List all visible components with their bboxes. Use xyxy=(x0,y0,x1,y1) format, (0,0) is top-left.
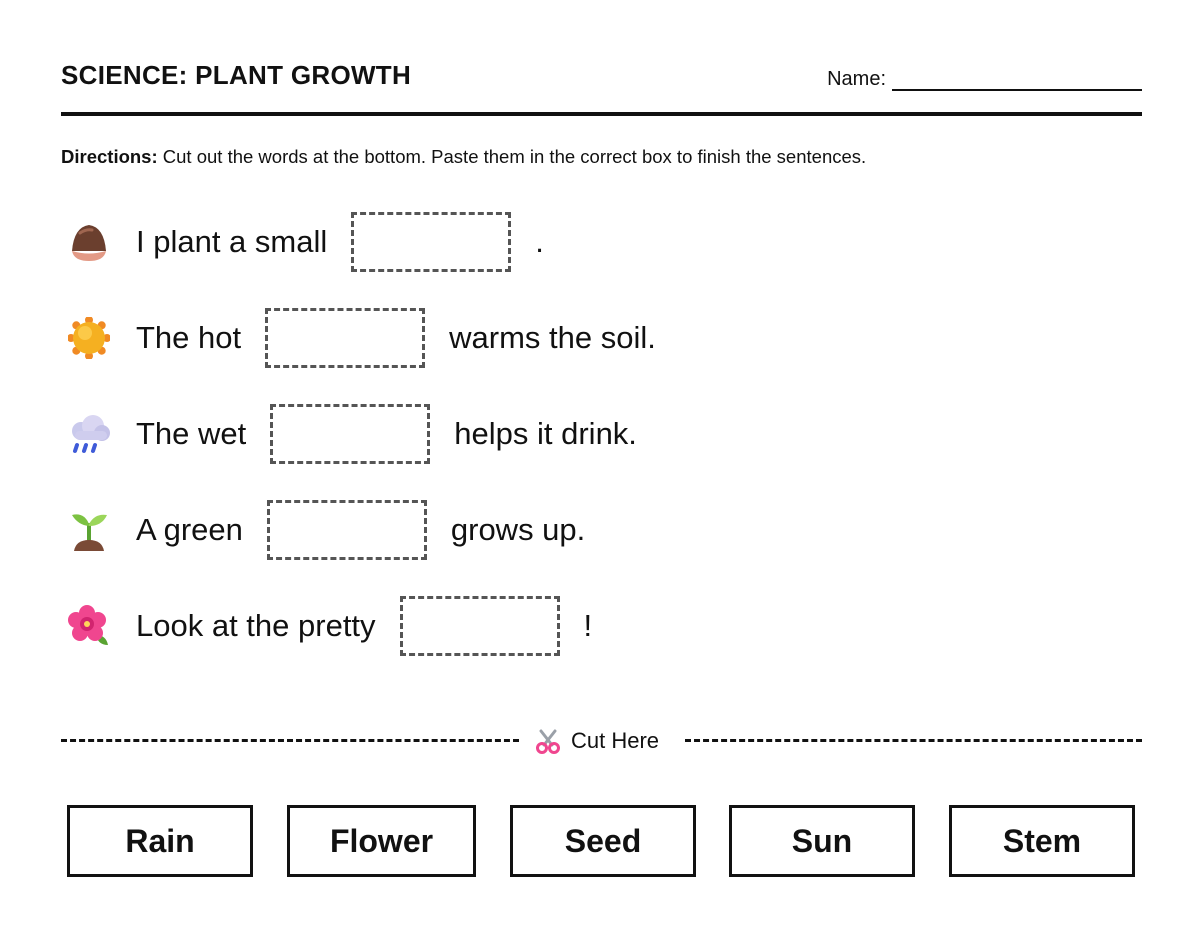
cut-divider xyxy=(61,726,1142,766)
worksheet-header xyxy=(61,58,1142,116)
sentence-before: The hot xyxy=(136,320,242,355)
cut-line-right xyxy=(685,739,1142,742)
sentence-row xyxy=(66,209,544,275)
sentence-row xyxy=(66,497,585,563)
sentence-before: The wet xyxy=(136,416,247,451)
sentence-row xyxy=(66,593,592,659)
sentence-after: grows up. xyxy=(450,512,586,547)
page-title: SCIENCE: PLANT GROWTH xyxy=(61,60,412,90)
cut-here-label xyxy=(535,728,659,754)
word-card-rain[interactable]: Rain xyxy=(67,805,253,877)
answer-box[interactable] xyxy=(265,308,425,368)
sun-icon xyxy=(66,315,112,361)
name-field[interactable] xyxy=(827,68,1142,91)
answer-box[interactable] xyxy=(267,500,427,560)
name-line[interactable] xyxy=(892,71,1142,91)
answer-box[interactable] xyxy=(270,404,430,464)
sentence-after: helps it drink. xyxy=(454,416,637,451)
name-label: Name: xyxy=(827,68,886,90)
sentence-before: A green xyxy=(136,512,243,547)
word-card-stem[interactable]: Stem xyxy=(949,805,1135,877)
cut-here-text: Cut Here xyxy=(571,728,660,753)
sentence-after: . xyxy=(535,224,544,259)
directions xyxy=(61,146,866,168)
word-card-seed[interactable]: Seed xyxy=(510,805,696,877)
answer-box[interactable] xyxy=(400,596,560,656)
sentence-after: ! xyxy=(583,608,593,643)
rain-cloud-icon xyxy=(66,411,112,457)
header-divider xyxy=(61,112,1142,116)
sentence-before: I plant a small xyxy=(136,224,328,259)
scissors-icon xyxy=(535,728,561,754)
word-card-flower[interactable]: Flower xyxy=(287,805,476,877)
word-card-sun[interactable]: Sun xyxy=(729,805,915,877)
sentence-after: warms the soil. xyxy=(449,320,656,355)
cut-line-left xyxy=(61,739,519,742)
chestnut-seed-icon xyxy=(66,219,112,265)
sentence-row xyxy=(66,401,637,467)
answer-box[interactable] xyxy=(351,212,511,272)
hibiscus-flower-icon xyxy=(66,603,112,649)
sentence-before: Look at the pretty xyxy=(136,608,376,643)
sentence-row xyxy=(66,305,656,371)
directions-text: Cut out the words at the bottom. Paste them in the correct box to finish the sentences. xyxy=(162,146,867,167)
seedling-icon xyxy=(66,507,112,553)
directions-label: Directions: xyxy=(61,146,158,167)
